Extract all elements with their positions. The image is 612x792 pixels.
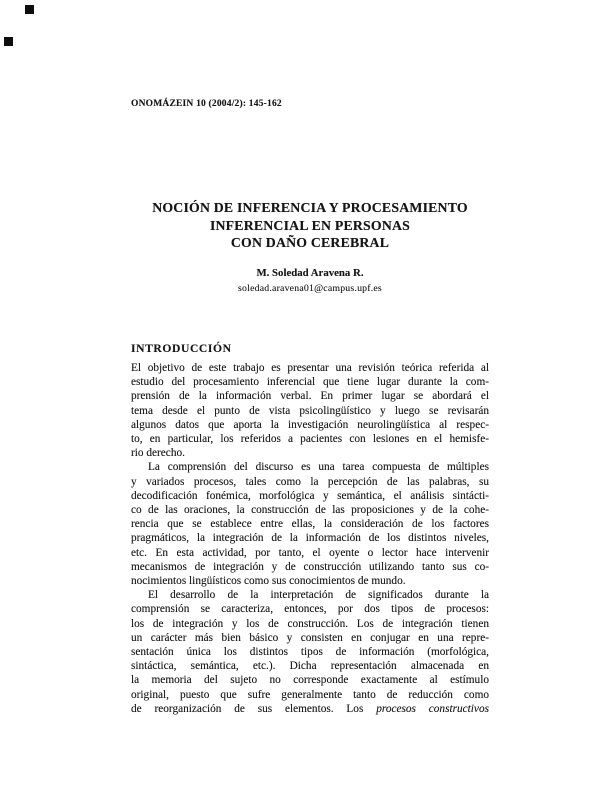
body-line: la memoria del sujeto no corresponde exactamente al estímulo xyxy=(131,674,489,687)
body-line: mecanismos de integración y de construcción utilizando tanto sus co- xyxy=(131,560,489,573)
section-heading-introduccion: INTRODUCCIÓN xyxy=(131,342,232,355)
body-line: estudio del procesamiento inferencial que tiene lugar durante la com- xyxy=(131,376,489,389)
body-line: rencia que se establece entre ellas, la consideración de los factores xyxy=(131,518,489,531)
body-line: sentación única los distintos tipos de información (morfológica, xyxy=(131,646,489,659)
article-title-line-3: CON DAÑO CEREBRAL xyxy=(230,235,390,250)
body-line: pragmáticos, la integración de la información de los distintos niveles, xyxy=(131,532,489,545)
body-line: un carácter más bien básico y consisten en conjugar en una repre- xyxy=(131,631,489,644)
body-line: El objetivo de este trabajo es presentar una revisión teórica referida al xyxy=(131,362,489,374)
body-line: los de integración y los de construcción. Los de integración tienen xyxy=(131,617,489,630)
body-line: decodificación fonémica, morfológica y semántica, el análisis sintácti- xyxy=(131,489,489,502)
body-line: y variados procesos, tales como la percepción de las palabras, su xyxy=(131,475,489,488)
body-line: prensión de la información verbal. En primer lugar se abordará el xyxy=(131,390,489,403)
italic-phrase: procesos constructivos xyxy=(376,702,489,715)
article-title xyxy=(131,199,489,252)
body-line: original, puesto que sufre generalmente tanto de reducción como xyxy=(131,688,489,701)
author-email: soledad.aravena01@campus.upf.es xyxy=(238,283,382,294)
body-line: de reorganización de sus elementos. Los procesos constructivos xyxy=(131,702,489,715)
body-text xyxy=(131,361,489,716)
body-line: nocimientos lingüísticos como sus conocimientos de mundo. xyxy=(131,575,406,588)
author-name: M. Soledad Aravena R. xyxy=(256,267,364,279)
article-title-line-2: INFERENCIAL EN PERSONAS xyxy=(209,217,411,233)
journal-citation: ONOMÁZEIN 10 (2004/2): 145-162 xyxy=(131,99,282,109)
body-line: La comprensión del discurso es una tarea compuesta de múltiples xyxy=(148,461,489,474)
body-line: algunos datos que aporta la investigación neurolingüística al respec- xyxy=(131,418,489,431)
body-line: El desarrollo de la interpretación de significados durante la xyxy=(148,589,489,602)
body-line: etc. En esta actividad, por tanto, el oyente o lector hace intervenir xyxy=(131,546,489,559)
article-title-line-1: NOCIÓN DE INFERENCIA Y PROCESAMIENTO xyxy=(152,200,468,215)
body-line: sintáctica, semántica, etc.). Dicha representación almacenada en xyxy=(131,660,489,673)
body-line: rio derecho. xyxy=(131,447,185,460)
scan-artifact-icon xyxy=(25,5,34,14)
body-line: co de las oraciones, la construcción de las proposiciones y de la cohe- xyxy=(131,504,489,517)
scan-artifact-icon xyxy=(4,37,13,46)
body-line: comprensión se caracteriza, entonces, por dos tipos de procesos: xyxy=(131,603,489,616)
body-line: to, en particular, los referidos a pacientes con lesiones en el hemisfe- xyxy=(131,433,489,446)
body-line: tema desde el punto de vista psicolingüístico y luego se revisarán xyxy=(131,404,489,417)
